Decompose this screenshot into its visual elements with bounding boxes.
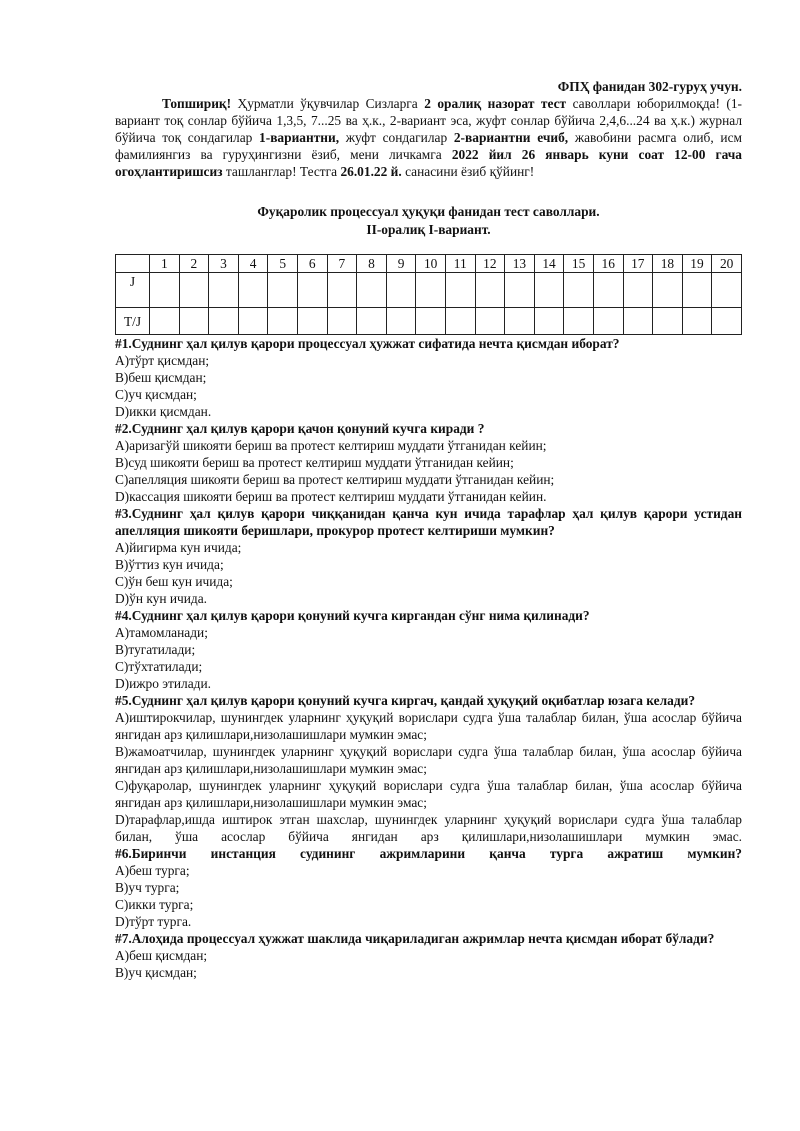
answer-option: D)икки қисмдан. xyxy=(115,404,212,419)
answer-column-number: 19 xyxy=(682,255,712,273)
answer-table-header-row xyxy=(116,255,742,273)
title-line-1: Фуқаролик процессуал ҳуқуқи фанидан тест саволлари. xyxy=(257,204,600,219)
answer-option: C)ўн беш кун ичида; xyxy=(115,574,233,589)
intro-bold-3: 2-вариантни ечиб, xyxy=(453,130,569,145)
answer-option: B)суд шикояти бериш ва протест келтириш муддати ўтганидан кейин; xyxy=(115,455,514,470)
answer-cell-j[interactable] xyxy=(327,273,357,308)
question-text: #2.Суднинг ҳал қилув қарори қачон қонуний кучга киради ? xyxy=(115,421,485,436)
answer-cell-j[interactable] xyxy=(505,273,535,308)
answer-cell-tj[interactable] xyxy=(475,308,505,335)
answer-cell-j[interactable] xyxy=(534,273,564,308)
answer-column-number: 1 xyxy=(150,255,180,273)
question-text: #3.Суднинг ҳал қилув қарори чиққанидан қанча кун ичида тарафлар ҳал қилув қарори устидан апелляция шикояти беришлари, прокурор протест келтириши мумкин? xyxy=(115,506,742,538)
answer-cell-tj[interactable] xyxy=(682,308,712,335)
intro-text-3: жуфт сондагилар xyxy=(339,130,454,145)
answer-cell-j[interactable] xyxy=(475,273,505,308)
answer-column-number: 5 xyxy=(268,255,298,273)
answer-cell-tj[interactable] xyxy=(150,308,180,335)
task-label: Топшириқ! xyxy=(162,96,232,111)
answer-option: B)тугатилади; xyxy=(115,642,196,657)
answer-column-number: 9 xyxy=(386,255,416,273)
answer-option: D)тўрт турга. xyxy=(115,914,192,929)
answer-option: B)беш қисмдан; xyxy=(115,370,207,385)
answer-cell-j[interactable] xyxy=(564,273,594,308)
question-text: #1.Суднинг ҳал қилув қарори процессуал ҳужжат сифатида нечта қисмдан иборат? xyxy=(115,336,620,351)
answer-cell-j[interactable] xyxy=(297,273,327,308)
answer-column-number: 4 xyxy=(238,255,268,273)
answer-column-number: 15 xyxy=(564,255,594,273)
answer-column-number: 20 xyxy=(712,255,742,273)
answer-table-row-tj xyxy=(116,308,742,335)
answer-column-number: 7 xyxy=(327,255,357,273)
instructions-paragraph xyxy=(115,95,742,180)
answer-option: C)уч қисмдан; xyxy=(115,387,197,402)
answer-column-number: 17 xyxy=(623,255,653,273)
answer-cell-j[interactable] xyxy=(209,273,239,308)
intro-text-6: санасини ёзиб қўйинг! xyxy=(401,164,535,179)
answer-option: A)тўрт қисмдан; xyxy=(115,353,210,368)
answer-cell-tj[interactable] xyxy=(179,308,209,335)
answer-column-number: 18 xyxy=(653,255,683,273)
answer-column-number: 2 xyxy=(179,255,209,273)
answer-table xyxy=(115,254,742,335)
answer-column-number: 12 xyxy=(475,255,505,273)
answer-column-number: 6 xyxy=(297,255,327,273)
answer-option: A)беш турга; xyxy=(115,863,190,878)
answer-cell-tj[interactable] xyxy=(238,308,268,335)
intro-bold-4: 2022 йил 26 январь куни соат 12-00 гача огоҳлантиришсиз xyxy=(115,147,742,179)
test-title xyxy=(115,203,742,239)
answer-cell-j[interactable] xyxy=(653,273,683,308)
answer-cell-j[interactable] xyxy=(623,273,653,308)
answer-option: D)ижро этилади. xyxy=(115,676,212,691)
answer-cell-tj[interactable] xyxy=(297,308,327,335)
answer-cell-j[interactable] xyxy=(268,273,298,308)
answer-cell-j[interactable] xyxy=(682,273,712,308)
answer-option: D)кассация шикояти бериш ва протест келтириш муддати ўтганидан кейин. xyxy=(115,489,547,504)
question-text: #7.Алоҳида процессуал ҳужжат шаклида чиқариладиган ажримлар нечта қисмдан иборат бўлади? xyxy=(115,931,715,946)
answer-option: B)жамоатчилар, шунингдек уларнинг ҳуқуқий ворислари судга ўша талаблар билан, ўша асослар бўйича янгидан арз қилишлари,низолашишлари мумкин эмас; xyxy=(115,744,742,776)
header-line: ФПҲ фанидан 302-гуруҳ учун. xyxy=(557,79,742,94)
answer-cell-tj[interactable] xyxy=(357,308,387,335)
answer-option: A)беш қисмдан; xyxy=(115,948,208,963)
answer-cell-tj[interactable] xyxy=(623,308,653,335)
answer-cell-j[interactable] xyxy=(416,273,446,308)
answer-cell-tj[interactable] xyxy=(416,308,446,335)
answer-table-corner-cell xyxy=(116,255,150,273)
questions-list xyxy=(115,335,742,981)
question-text: #5.Суднинг ҳал қилув қарори қонуний кучга киргач, қандай ҳуқуқий оқибатлар юзага келади? xyxy=(115,693,696,708)
answer-cell-j[interactable] xyxy=(386,273,416,308)
answer-cell-j[interactable] xyxy=(593,273,623,308)
answer-option: A)йигирма кун ичида; xyxy=(115,540,242,555)
answer-option: A)иштирокчилар, шунингдек уларнинг ҳуқуқий ворислари судга ўша талаблар билан, ўша асослар бўйича янгидан арз қилишлари,низолашишлари мумкин эмас; xyxy=(115,710,742,742)
answer-table-row-j xyxy=(116,273,742,308)
answer-option: A)аризагўй шикояти бериш ва протест келтириш муддати ўтганидан кейин; xyxy=(115,438,547,453)
row-label-j: J xyxy=(116,273,150,308)
answer-cell-tj[interactable] xyxy=(653,308,683,335)
document-body xyxy=(115,78,742,981)
answer-option: A)тамомланади; xyxy=(115,625,208,640)
answer-cell-tj[interactable] xyxy=(268,308,298,335)
answer-column-number: 14 xyxy=(534,255,564,273)
answer-cell-tj[interactable] xyxy=(445,308,475,335)
intro-text-2: саволлари юборилмоқда! (1-вариант тоқ сонлар бўйича 1,3,5, 7...25 ва ҳ.к., 2-вариант эса, жуфт сонлар бўйича 2,4,6...24 ва ҳ.к.) журнал бўйича тоқ сондагилар xyxy=(115,96,743,145)
answer-option: B)уч турга; xyxy=(115,880,180,895)
answer-cell-tj[interactable] xyxy=(593,308,623,335)
answer-option: C)тўхтатилади; xyxy=(115,659,203,674)
answer-cell-j[interactable] xyxy=(357,273,387,308)
answer-cell-tj[interactable] xyxy=(505,308,535,335)
answer-cell-j[interactable] xyxy=(179,273,209,308)
answer-cell-tj[interactable] xyxy=(386,308,416,335)
intro-bold-5: 26.01.22 й. xyxy=(340,164,402,179)
answer-column-number: 8 xyxy=(357,255,387,273)
answer-option: C)апелляция шикояти бериш ва протест келтириш муддати ўтганидан кейин; xyxy=(115,472,555,487)
answer-option: D)ўн кун ичида. xyxy=(115,591,208,606)
intro-text-4: жавобини расмга олиб, исм фамилиянгиз ва гуруҳингизни ёзиб, мени личкамга xyxy=(115,130,742,162)
answer-column-number: 11 xyxy=(445,255,475,273)
row-label-tj: T/J xyxy=(116,308,150,335)
answer-cell-j[interactable] xyxy=(150,273,180,308)
answer-option: D)тарафлар,ишда иштирок этган шахслар, шунингдек уларнинг ҳуқуқий ворислари судга ўша талаблар билан, ўша асослар бўйича янгидан арз қилишлари,низолашишлари мумкин эмас. xyxy=(115,812,742,844)
answer-column-number: 10 xyxy=(416,255,446,273)
answer-column-number: 3 xyxy=(209,255,239,273)
answer-option: C)икки турга; xyxy=(115,897,194,912)
answer-cell-j[interactable] xyxy=(712,273,742,308)
answer-cell-tj[interactable] xyxy=(209,308,239,335)
answer-option: B)уч қисмдан; xyxy=(115,965,197,980)
answer-cell-tj[interactable] xyxy=(327,308,357,335)
intro-bold-2: 1-вариантни, xyxy=(259,130,340,145)
answer-cell-j[interactable] xyxy=(445,273,475,308)
intro-bold-1: 2 оралиқ назорат тест xyxy=(424,96,567,111)
answer-option: C)фуқаролар, шунингдек уларнинг ҳуқуқий ворислари судга ўша талаблар билан, ўша асослар бўйича янгидан арз қилишлари,низолашишлари мумкин эмас; xyxy=(115,778,742,810)
question-text: #6.Биринчи инстанция судининг ажримларини қанча турга ажратиш мумкин? xyxy=(115,846,742,861)
answer-cell-j[interactable] xyxy=(238,273,268,308)
question-text: #4.Суднинг ҳал қилув қарори қонуний кучга киргандан сўнг нима қилинади? xyxy=(115,608,590,623)
answer-column-number: 16 xyxy=(593,255,623,273)
answer-cell-tj[interactable] xyxy=(534,308,564,335)
answer-cell-tj[interactable] xyxy=(564,308,594,335)
intro-text-5: ташланглар! Тестга xyxy=(222,164,341,179)
answer-cell-tj[interactable] xyxy=(712,308,742,335)
answer-column-number: 13 xyxy=(505,255,535,273)
title-line-2: II-оралиқ I-вариант. xyxy=(366,222,491,237)
answer-option: B)ўттиз кун ичида; xyxy=(115,557,224,572)
intro-text-1: Ҳурматли ўқувчилар Сизларга xyxy=(231,96,425,111)
